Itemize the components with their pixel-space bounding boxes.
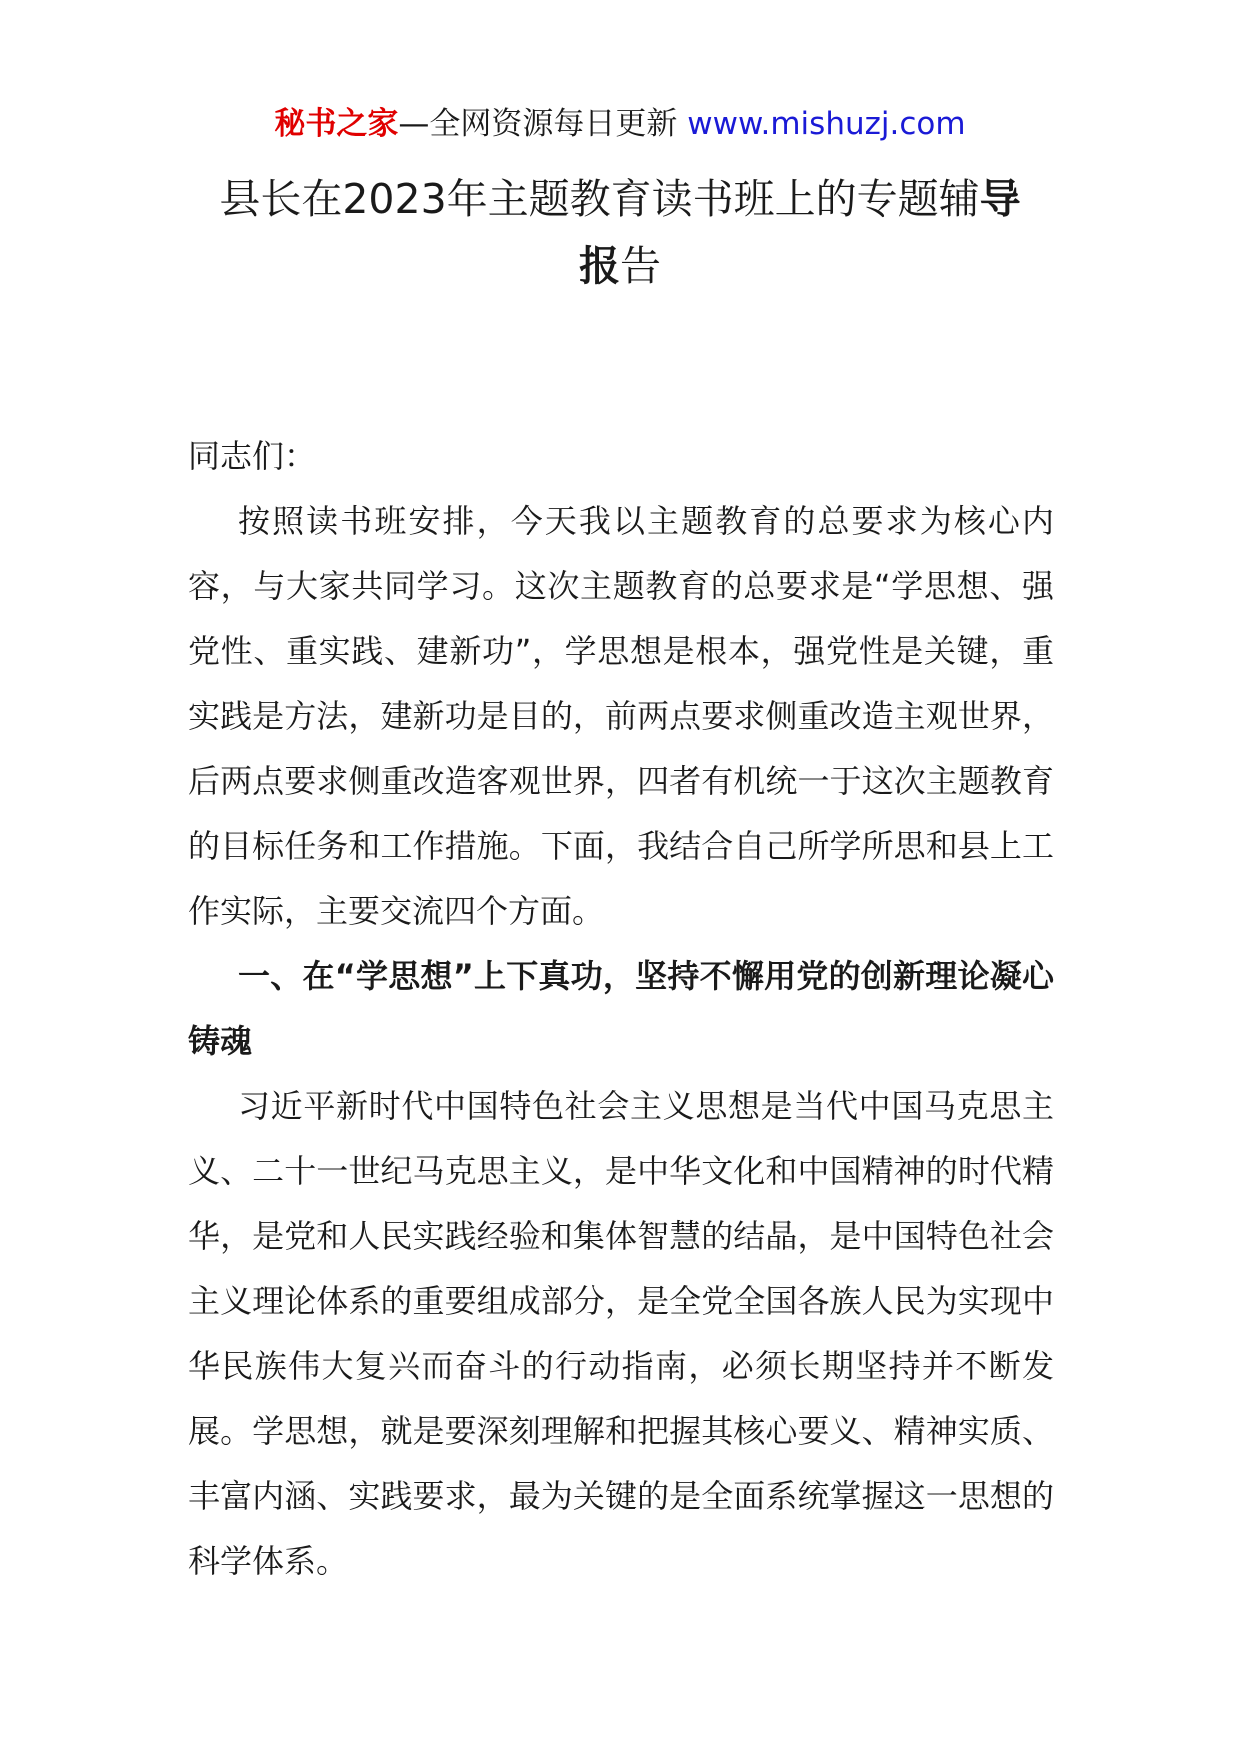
site-tagline: —全网资源每日更新: [398, 106, 688, 142]
title-line2-bold: 报: [579, 242, 620, 290]
title-line2-tail: 告: [620, 242, 661, 290]
site-header: [0, 102, 1240, 146]
site-brand: 秘书之家: [274, 106, 399, 142]
salutation: 同志们：: [188, 437, 317, 475]
document-title: [0, 166, 1240, 300]
title-line1-main: 县长在2023年主题教育读书班上的专题辅: [219, 175, 980, 223]
section-1-paragraph: 习近平新时代中国特色社会主义思想是当代中国马克思主义、二十一世纪马克思主义，是中华文化和中国精神的时代精华，是党和人民实践经验和集体智慧的结晶，是中国特色社会主义理论体系的重要组成部分，是全党全国各族人民为实现中华民族伟大复兴而奋斗的行动指南，必须长期坚持并不断发展。学思想，就是要深刻理解和把握其核心要义、精神实质、丰富内涵、实践要求，最为关键的是全面系统掌握这一思想的科学体系。: [188, 1087, 1054, 1580]
document-body: [188, 424, 1054, 1594]
site-url-link[interactable]: www.mishuzj.com: [687, 106, 966, 142]
section-heading-1: 一、在“学思想”上下真功，坚持不懈用党的创新理论凝心铸魂: [188, 957, 1054, 1060]
intro-paragraph: 按照读书班安排，今天我以主题教育的总要求为核心内容，与大家共同学习。这次主题教育的总要求是“学思想、强党性、重实践、建新功”，学思想是根本，强党性是关键，重实践是方法，建新功是目的，前两点要求侧重改造主观世界，后两点要求侧重改造客观世界，四者有机统一于这次主题教育的目标任务和工作措施。下面，我结合自己所学所思和县上工作实际，主要交流四个方面。: [188, 502, 1054, 930]
title-line1-tail: 导: [979, 175, 1021, 223]
